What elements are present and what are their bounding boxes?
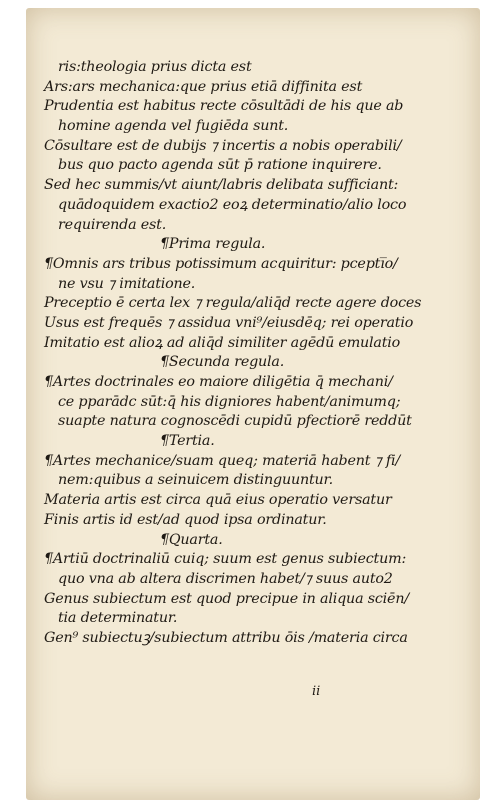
text-line: ris:theologia prius dicta est <box>58 59 252 75</box>
section-heading: ¶Quarta. <box>160 531 223 548</box>
text-line: suapte natura cognoscēdi cupidū pfectiorē reddūt <box>58 413 412 430</box>
text-line: ¶Artes doctrinales eo maiore diligētia q̄ mechani/ <box>44 374 393 390</box>
text-line: Cōsultare est de dubijs ⁊ incertis a nobis operabili/ <box>44 137 402 154</box>
section-heading: ¶Prima regula. <box>160 236 266 253</box>
section-heading: ¶Secunda regula. <box>160 354 285 371</box>
text-line: Genus subiectum est quod precipue in aliqua sciēn/ <box>44 590 409 607</box>
text-line: Prudentia est habitus recte cōsultādi de his que ab <box>44 98 404 115</box>
book-page <box>26 8 480 800</box>
text-line: quo vna ab altera discrimen habet/⁊ suus auto2 <box>58 570 393 587</box>
text-line: ¶Artiū doctrinaliū cuiq; suum est genus subiectum: <box>44 551 407 568</box>
page-number: ii <box>312 684 321 699</box>
text-line: Preceptio ē certa lex ⁊ regula/aliq̄d recte agere doces <box>44 295 422 312</box>
text-line: Finis artis id est/ad quod ipsa ordinatur. <box>44 511 327 528</box>
text-line: homine agenda vel fugiēda sunt. <box>58 118 289 135</box>
text-line: ce pparādc sūt:q̄ his digniores habent/animumq; <box>58 393 401 410</box>
text-line: Gen⁹ subiectuꝫ/subiectum attribu ōis /materia circa <box>44 629 408 646</box>
text-line: Sed hec summis/vt aiunt/labris delibata sufficiant: <box>44 177 399 194</box>
text-line: Imitatio est alioꝝ ad aliq̄d similiter agēdū emulatio <box>44 334 401 351</box>
text-line: bus quo pacto agenda sūt p̄ ratione inquirere. <box>58 157 382 174</box>
text-line: quādoquidem exactio2 eoꝝ determinatio/alio loco <box>58 196 407 213</box>
text-line: Usus est frequēs ⁊ assidua vni⁹/eiusdēq; rei operatio <box>44 314 414 331</box>
text-line: requirenda est. <box>58 216 167 233</box>
page-text <box>40 58 476 649</box>
text-line: ¶Omnis ars tribus potissimum acquiritur: pcepti̅o/ <box>44 255 398 272</box>
text-line: ¶Artes mechanice/suam queq; materiā habent ⁊ fi/ <box>44 452 401 469</box>
text-line: Materia artis est circa quā eius operatio versatur <box>44 492 392 509</box>
text-line: nem:quibus a seinuicem distinguuntur. <box>58 472 333 489</box>
text-line: ne vsu ⁊ imitatione. <box>58 275 196 292</box>
section-heading: ¶Tertia. <box>160 433 215 450</box>
text-line: Ars:ars mechanica:que prius etiā diffinita est <box>44 78 363 95</box>
text-line: tia determinatur. <box>58 610 178 627</box>
